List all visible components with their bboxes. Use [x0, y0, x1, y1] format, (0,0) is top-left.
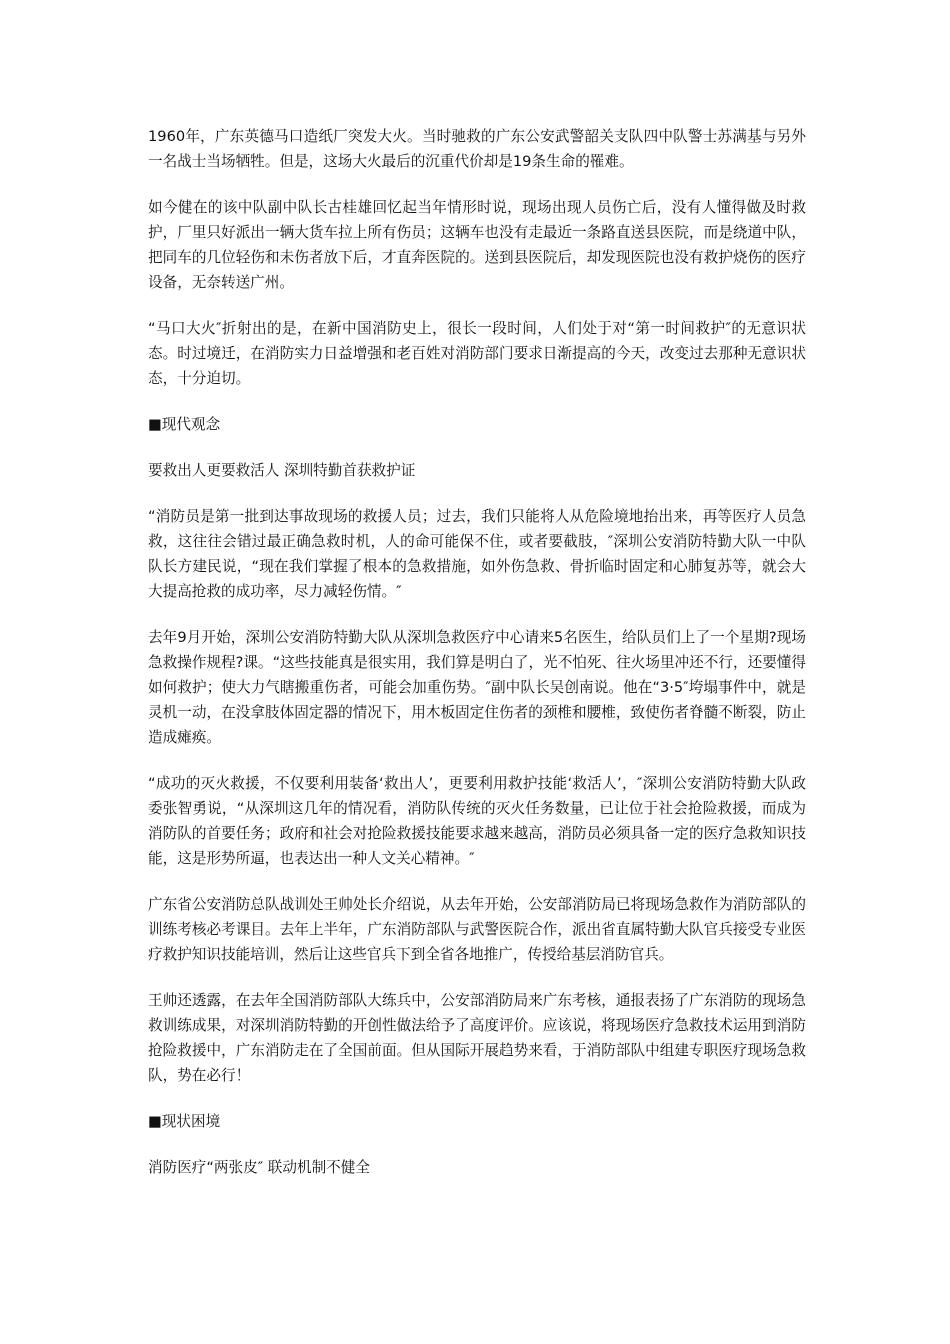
subheading-shenzhen-certificate: 要救出人更要救活人 深圳特勤首获救护证 [148, 462, 416, 479]
article-body [148, 124, 806, 1201]
paragraph-wang-shuai-reveal: 王帅还透露，在去年全国消防部队大练兵中，公安部消防局来广东考核，通报表扬了广东消防的现场急救训练成果，对深圳消防特勤的开创性做法给予了高度评价。应该说，将现场医疗急救技术运用到消防抢险救援中，广东消防走在了全国前面。但从国际开展趋势来看，于消防部队中组建专职医疗现场急救队，势在必行！ [148, 992, 806, 1084]
paragraph-gu-guixiong-recall: 如今健在的该中队副中队长古桂雄回忆起当年情形时说，现场出现人员伤亡后，没有人懂得做及时救护，厂里只好派出一辆大货车拉上所有伤员；这辆车也没有走最近一条路直送县医院，而是绕道中队，把同车的几位轻伤和未伤者放下后，才直奔医院的。送到县医院后，却发现医院也没有救护烧伤的医疗设备，无奈转送广州。 [148, 199, 806, 291]
subheading-linkage-mechanism: 消防医疗“两张皮″ 联动机制不健全 [148, 1159, 370, 1176]
paragraph-1960-fire: 1960年，广东英德马口造纸厂突发大火。当时驰救的广东公安武警韶关支队四中队警士苏满基与另外一名战士当场牺牲。但是，这场大火最后的沉重代价却是19条生命的罹难。 [148, 128, 806, 170]
paragraph-fang-jianmin-quote: “消防员是第一批到达事故现场的救援人员；过去，我们只能将人从危险境地抬出来，再等医疗人员急救，这往往会错过最正确急救时机，人的命可能保不住，或者要截肢，″深圳公安消防特勤大队一中队队长方建民说，“现在我们掌握了根本的急救措施，如外伤急救、骨折临时固定和心肺复苏等，就会大大提高抢救的成功率，尽力减轻伤情。″ [148, 508, 806, 600]
paragraph-training-course: 去年9月开始，深圳公安消防特勤大队从深圳急救医疗中心请来5名医生，给队员们上了一个星期?现场急救操作规程?课。“这些技能真是很实用，我们算是明白了，光不怕死、往火场里冲还不行，还要懂得如何救护；使大力气瞎搬重伤者，可能会加重伤势。″副中队长吴创南说。他在“3·5″垮塌事件中，就是灵机一动，在没拿肢体固定器的情况下，用木板固定住伤者的颈椎和腰椎，致使伤者脊髓不断裂，防止造成瘫痪。 [148, 629, 806, 746]
paragraph-zhang-zhiyong-quote: “成功的灭火救援，不仅要利用装备‘救出人’，更要利用救护技能‘救活人’，″深圳公安消防特勤大队政委张智勇说，“从深圳这几年的情况看，消防队传统的灭火任务数量，已让位于社会抢险救援，而成为消防队的首要任务；政府和社会对抢险救援技能要求越来越高，消防员必须具备一定的医疗急救知识技能，这是形势所逼，也表达出一种人文关心精神。″ [148, 775, 806, 867]
paragraph-wang-shuai-intro: 广东省公安消防总队战训处王帅处长介绍说，从去年开始，公安部消防局已将现场急救作为消防部队的训练考核必考课目。去年上半年，广东消防部队与武警医院合作，派出省直属特勤大队官兵接受专业医疗救护知识技能培训，然后让这些官兵下到全省各地推广，传授给基层消防官兵。 [148, 896, 806, 963]
section-heading-modern-concept: ■现代观念 [148, 416, 221, 433]
section-heading-current-dilemma: ■现状困境 [148, 1113, 221, 1130]
paragraph-makou-reflection: “马口大火″折射出的是，在新中国消防史上，很长一段时间，人们处于对“第一时间救护″的无意识状态。时过境迁，在消防实力日益增强和老百姓对消防部门要求日渐提高的今天，改变过去那种无意识状态，十分迫切。 [148, 320, 806, 387]
